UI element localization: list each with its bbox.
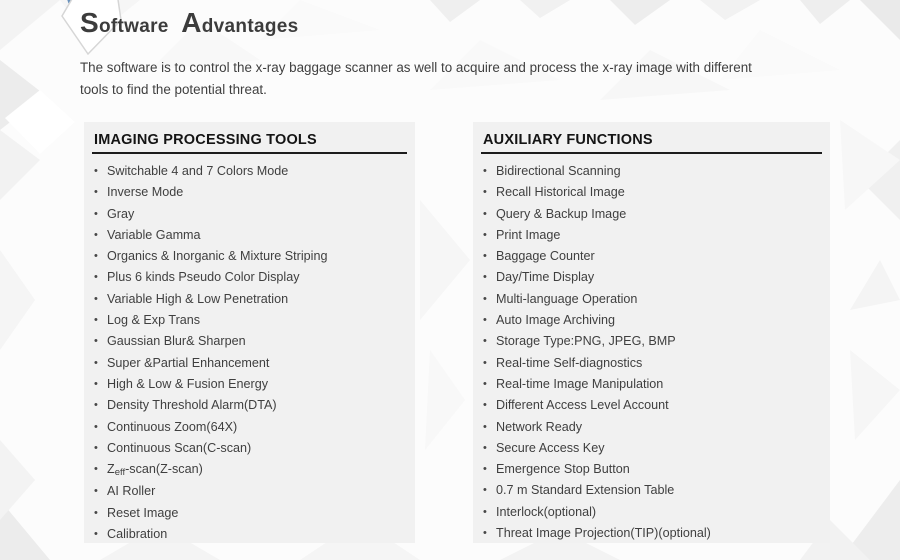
list-item-label: Real-time Self-diagnostics xyxy=(496,355,643,370)
list-item-label: Reset Image xyxy=(107,505,179,520)
list-item-label: Print Image xyxy=(496,227,561,242)
list-item xyxy=(92,438,409,459)
list-item xyxy=(481,331,824,352)
bullet-icon: • xyxy=(94,165,98,177)
list-item-label: Baggage Counter xyxy=(496,249,595,264)
list-item-label: Inverse Mode xyxy=(107,185,184,200)
list-item xyxy=(481,182,824,203)
list-item xyxy=(92,246,409,267)
list-item xyxy=(481,289,824,310)
bullet-icon: • xyxy=(94,528,98,541)
list-item-label: Organics & Inorganic & Mixture Striping xyxy=(107,249,328,264)
list-item-label: Interlock(optional) xyxy=(496,504,597,519)
list-item xyxy=(481,502,824,523)
list-item xyxy=(481,459,824,480)
auxiliary-functions-panel xyxy=(473,122,830,543)
list-item xyxy=(92,182,409,203)
list-item-label: Different Access Level Account xyxy=(496,398,669,413)
bullet-icon: • xyxy=(483,377,487,390)
intro-line-1: The software is to control the x-ray baggage scanner as well to acquire and process the x-ray image with different xyxy=(80,60,752,75)
list-item xyxy=(481,395,824,416)
imaging-tools-panel xyxy=(84,122,415,543)
list-item-label: Bidirectional Scanning xyxy=(496,164,621,178)
bullet-icon: • xyxy=(483,314,487,327)
list-item xyxy=(92,459,409,481)
list-item-label: High & Low & Fusion Energy xyxy=(107,376,269,391)
list-item-label: Network Ready xyxy=(496,419,583,434)
bullet-icon: • xyxy=(94,228,98,241)
list-item-label: Gray xyxy=(107,206,135,221)
bullet-icon: • xyxy=(483,250,487,263)
bullet-icon: • xyxy=(94,420,98,433)
bullet-icon: • xyxy=(483,527,487,540)
list-item-label: Storage Type:PNG, JPEG, BMP xyxy=(496,334,676,349)
bullet-icon: • xyxy=(94,314,98,327)
bullet-icon: • xyxy=(483,207,487,220)
bullet-icon: • xyxy=(94,485,98,498)
bullet-icon: • xyxy=(483,292,487,305)
list-item-label: Plus 6 kinds Pseudo Color Display xyxy=(107,270,300,285)
bullet-icon: • xyxy=(94,250,98,263)
list-item xyxy=(481,374,824,395)
list-item xyxy=(481,267,824,288)
list-item xyxy=(92,481,409,502)
list-item xyxy=(481,225,824,246)
bullet-icon: • xyxy=(483,165,487,177)
bullet-icon: • xyxy=(94,186,98,199)
list-item xyxy=(481,480,824,501)
bullet-icon: • xyxy=(483,463,487,476)
title-word1: Software xyxy=(80,7,169,38)
list-item xyxy=(92,353,409,374)
list-item-label: Auto Image Archiving xyxy=(496,313,616,328)
list-item-label: Gaussian Blur& Sharpen xyxy=(107,334,246,349)
imaging-tools-heading: IMAGING PROCESSING TOOLS xyxy=(92,132,407,154)
bullet-icon: • xyxy=(483,420,487,433)
list-item-label: Day/Time Display xyxy=(496,270,595,285)
bullet-icon: • xyxy=(483,505,487,518)
page-title xyxy=(80,6,298,44)
list-item xyxy=(481,204,824,225)
list-item-label: Zeff-scan(Z-scan) xyxy=(107,462,203,479)
list-item-label: Variable High & Low Penetration xyxy=(107,291,289,306)
list-item xyxy=(92,161,409,182)
list-item xyxy=(92,204,409,225)
list-item-label: Query & Backup Image xyxy=(496,206,627,221)
bullet-icon: • xyxy=(94,292,98,305)
bullet-icon: • xyxy=(94,441,98,454)
bullet-icon: • xyxy=(483,484,487,497)
bullet-icon: • xyxy=(94,356,98,369)
list-item-label: Switchable 4 and 7 Colors Mode xyxy=(107,164,289,178)
list-item-label: 0.7 m Standard Extension Table xyxy=(496,483,675,498)
list-item-label: Density Threshold Alarm(DTA) xyxy=(107,398,277,413)
bullet-icon: • xyxy=(94,506,98,519)
list-item-label: Log & Exp Trans xyxy=(107,313,201,328)
list-item xyxy=(92,417,409,438)
list-item-label: Continuous Scan(C-scan) xyxy=(107,440,252,455)
list-item-label: Super &Partial Enhancement xyxy=(107,355,270,370)
list-item xyxy=(92,395,409,416)
list-item xyxy=(92,331,409,352)
bullet-icon: • xyxy=(483,356,487,369)
list-item xyxy=(481,353,824,374)
intro-text xyxy=(80,57,840,101)
bullet-icon: • xyxy=(94,335,98,348)
bullet-icon: • xyxy=(483,441,487,454)
auxiliary-functions-heading: AUXILIARY FUNCTIONS xyxy=(481,132,822,154)
list-item-label: Multi-language Operation xyxy=(496,291,638,306)
list-item xyxy=(481,417,824,438)
list-item xyxy=(92,503,409,524)
bullet-icon: • xyxy=(483,271,487,284)
bullet-icon: • xyxy=(94,377,98,390)
bullet-icon: • xyxy=(483,228,487,241)
list-item xyxy=(92,267,409,288)
list-item-label: Continuous Zoom(64X) xyxy=(107,419,238,434)
list-item xyxy=(481,438,824,459)
bullet-icon: • xyxy=(94,207,98,220)
list-item xyxy=(92,225,409,246)
imaging-tools-list xyxy=(84,161,415,545)
list-item-label: Variable Gamma xyxy=(107,227,201,242)
list-item-label: Emergence Stop Button xyxy=(496,462,630,477)
list-item xyxy=(481,523,824,544)
list-item-label: Recall Historical Image xyxy=(496,185,625,200)
title-word2: Advantages xyxy=(181,7,299,38)
list-item xyxy=(481,161,824,182)
list-item xyxy=(92,524,409,545)
list-item-label: AI Roller xyxy=(107,484,156,499)
list-item xyxy=(92,289,409,310)
bullet-icon: • xyxy=(483,399,487,412)
intro-line-2: tools to find the potential threat. xyxy=(80,82,267,97)
list-item xyxy=(481,246,824,267)
list-item-label: Secure Access Key xyxy=(496,440,605,455)
list-item-label: Calibration xyxy=(107,527,168,542)
bullet-icon: • xyxy=(483,186,487,199)
bullet-icon: • xyxy=(94,271,98,284)
bullet-icon: • xyxy=(94,463,98,476)
list-item-label: Threat Image Projection(TIP)(optional) xyxy=(496,526,711,541)
list-item xyxy=(92,310,409,331)
bullet-icon: • xyxy=(483,335,487,348)
list-item xyxy=(481,310,824,331)
list-item xyxy=(92,374,409,395)
auxiliary-functions-list xyxy=(473,161,830,544)
list-item-label: Real-time Image Manipulation xyxy=(496,376,664,391)
bullet-icon: • xyxy=(94,399,98,412)
